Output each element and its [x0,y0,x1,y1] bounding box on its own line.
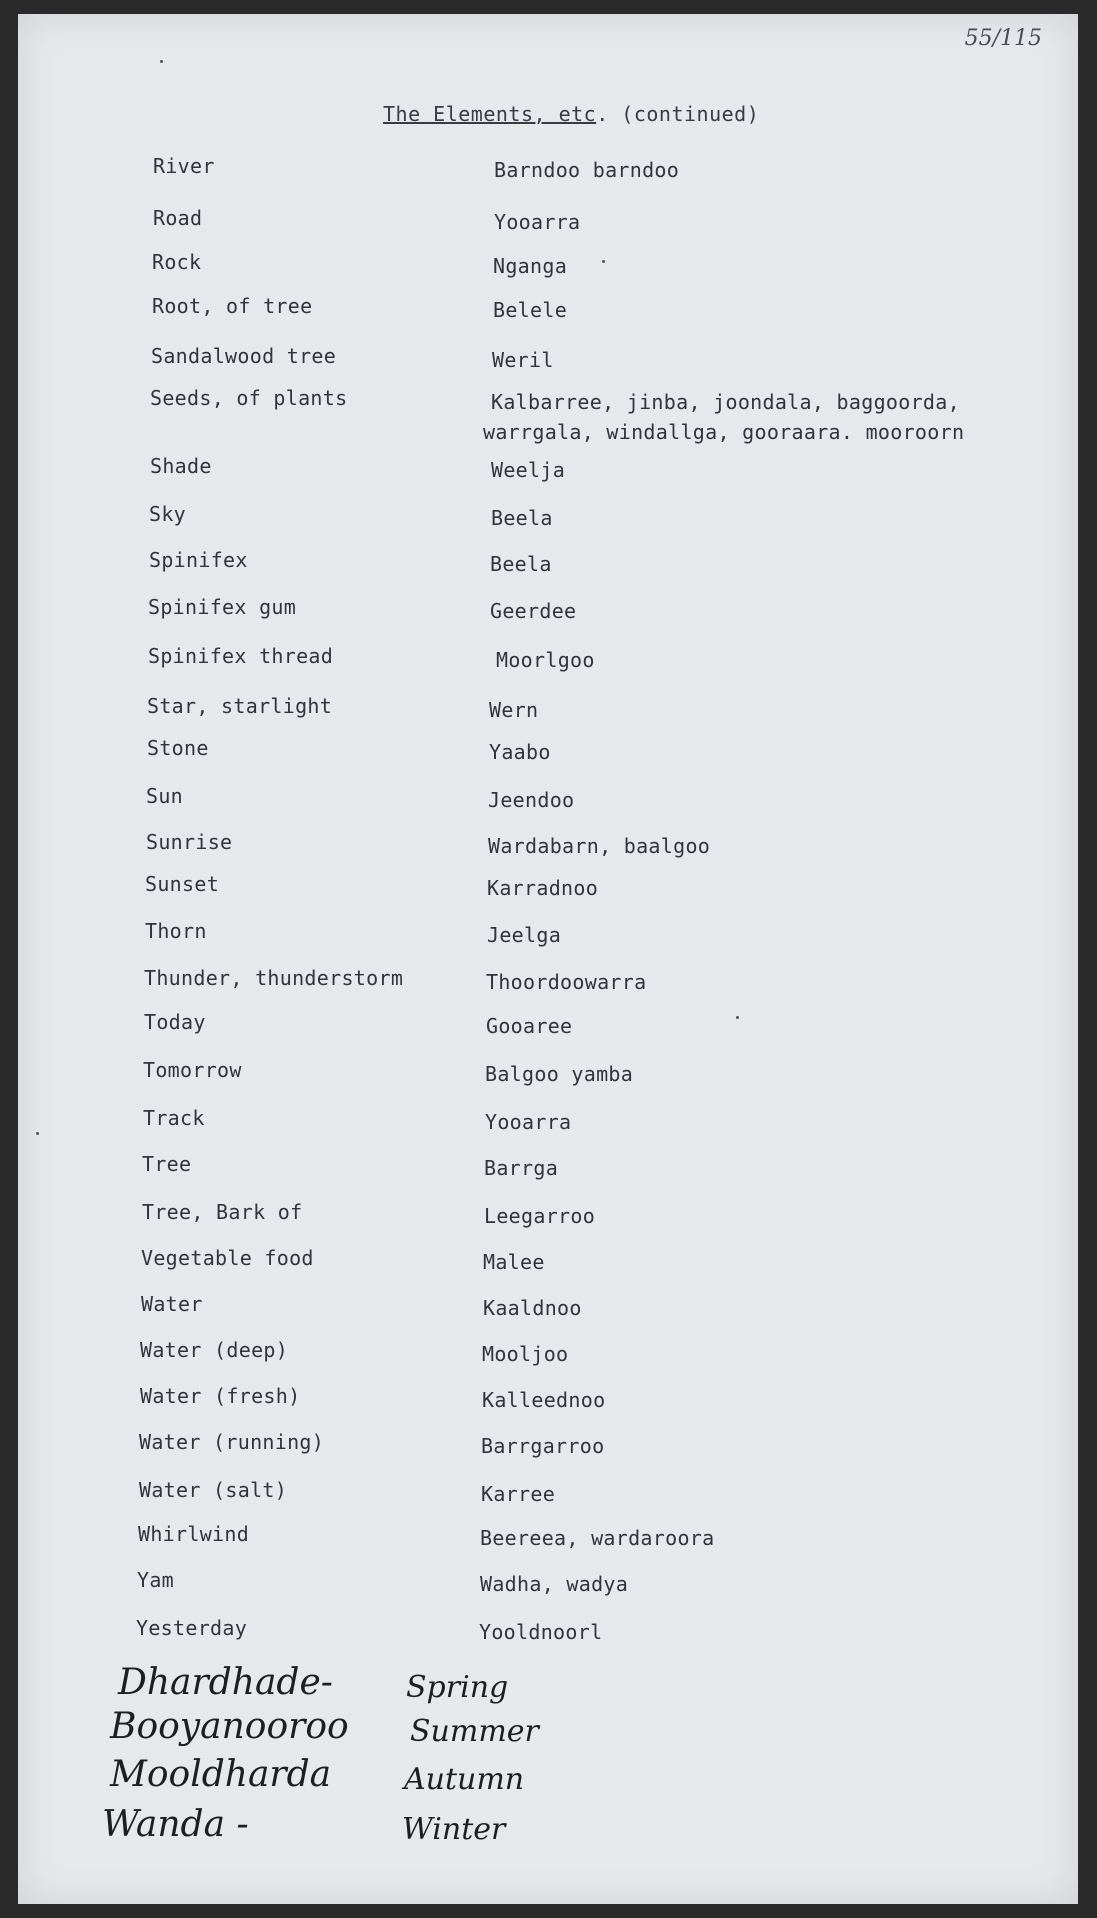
entry-gloss: Karree [481,1482,556,1506]
entry-gloss: Yooarra [494,210,581,234]
entry-gloss: Wern [489,698,539,722]
entry-gloss: Beereea, wardaroora [480,1526,715,1550]
entry-term: Thorn [145,919,207,943]
entry-term: Yesterday [136,1616,248,1640]
entry-gloss: Yaabo [489,740,551,764]
entry-gloss: Yooldnoorl [479,1620,603,1644]
handwritten-season-name: Mooldharda [110,1754,332,1795]
entry-gloss: Jeelga [487,923,562,947]
handwritten-season-gloss: Spring [406,1670,509,1705]
entry-term: Thunder, thunderstorm [144,966,404,990]
handwritten-season-gloss: Autumn [404,1762,525,1797]
entry-term: Shade [150,454,212,478]
entry-term: Tomorrow [143,1058,242,1082]
entry-term: Today [144,1010,206,1034]
title-underlined: The Elements, etc [383,102,597,126]
entry-term: Seeds, of plants [150,386,348,410]
page-number: 55/115 [964,26,1042,51]
entry-term: Star, starlight [147,694,333,718]
entry-term: Root, of tree [152,294,313,318]
paper-speck [36,1132,39,1135]
entry-gloss: Malee [483,1250,545,1274]
entry-term: Sunset [145,872,220,896]
entry-gloss: Kalbarree, jinba, joondala, baggoorda, [491,390,960,414]
entry-gloss: Jeendoo [488,788,575,812]
handwritten-season-gloss: Summer [410,1714,539,1749]
entry-term: Spinifex [149,548,248,572]
entry-gloss: Weelja [491,458,566,482]
paper-speck [160,60,163,63]
entry-gloss: Beela [491,506,553,530]
entry-gloss: Leegarroo [484,1204,596,1228]
paper-speck [602,260,605,263]
entry-gloss: Kalleednoo [482,1388,606,1412]
entry-term: Sun [146,784,184,808]
entry-term: Water (running) [139,1430,325,1454]
entry-term: Water (salt) [139,1478,288,1502]
entry-term: Water [141,1292,203,1316]
paper-speck [736,1016,739,1019]
entry-gloss: Thoordoowarra [486,970,647,994]
handwritten-season-name: Booyanooroo [110,1706,349,1747]
entry-gloss: Barrgarroo [481,1434,605,1458]
entry-gloss: Karradnoo [487,876,599,900]
handwritten-season-gloss: Winter [402,1812,506,1847]
entry-gloss-continued: warrgala, windallga, gooraara. mooroorn [483,420,965,444]
entry-gloss: Mooljoo [482,1342,569,1366]
entry-term: Whirlwind [138,1522,250,1546]
entry-term: Sunrise [146,830,233,854]
entry-gloss: Wadha, wadya [480,1572,629,1596]
entry-gloss: Beela [490,552,552,576]
entry-gloss: Barrga [484,1156,559,1180]
entry-term: Road [153,206,203,230]
title-rest: . (continued) [596,102,760,126]
entry-gloss: Yooarra [485,1110,572,1134]
entry-term: Vegetable food [141,1246,314,1270]
entry-term: Tree [142,1152,192,1176]
entry-term: Yam [137,1568,175,1592]
entry-gloss: Gooaree [486,1014,573,1038]
entry-term: Rock [152,250,202,274]
entry-gloss: Kaaldnoo [483,1296,582,1320]
entry-term: Spinifex thread [148,644,334,668]
entry-gloss: Belele [493,298,568,322]
entry-term: Spinifex gum [148,595,297,619]
entry-term: Stone [147,736,209,760]
entry-term: Sky [149,502,187,526]
document-page [18,14,1078,1904]
handwritten-season-name: Dhardhade- [118,1662,333,1703]
entry-term: River [153,154,215,178]
entry-gloss: Barndoo barndoo [494,158,680,182]
entry-term: Track [143,1106,205,1130]
entry-gloss: Nganga [493,254,568,278]
entry-term: Tree, Bark of [142,1200,303,1224]
entry-term: Water (fresh) [140,1384,301,1408]
entry-gloss: Moorlgoo [496,648,595,672]
entry-gloss: Geerdee [490,599,577,623]
entry-gloss: Balgoo yamba [485,1062,634,1086]
entry-gloss: Weril [492,348,554,372]
entry-term: Sandalwood tree [151,344,337,368]
entry-gloss: Wardabarn, baalgoo [488,834,711,858]
handwritten-season-name: Wanda - [102,1804,249,1845]
entry-term: Water (deep) [140,1338,289,1362]
page-title [383,102,759,126]
